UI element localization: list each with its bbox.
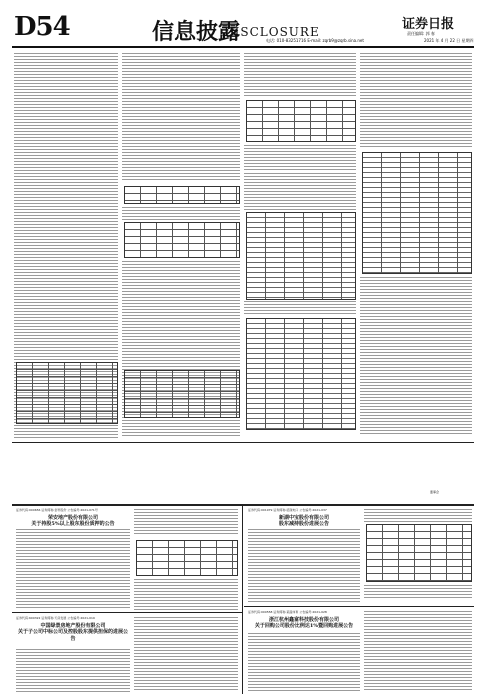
announcement-body bbox=[364, 508, 472, 522]
text-column-3d bbox=[244, 300, 356, 314]
contact-line: 电话: 010-83251716 E-mail: zqrb9@zqrb.sina.net bbox=[266, 38, 364, 43]
signature-line: 董事会 bbox=[430, 490, 440, 494]
announcement-company: 荣安地产股份有限公司 bbox=[47, 515, 98, 521]
section-title: 信息披露 bbox=[152, 19, 241, 45]
data-table bbox=[136, 540, 238, 576]
announcement-title: 关于持股5%以上股东股份质押的公告 bbox=[31, 521, 115, 527]
announcement-body bbox=[248, 528, 360, 604]
stock-code-line: 证券代码:001979 证券简称:招商蛇口 公告编号:2021-037 bbox=[248, 508, 327, 512]
announcement-title: 股东减持股份进展公告 bbox=[278, 521, 329, 527]
text-column-3b bbox=[244, 144, 356, 170]
text-column-3c bbox=[244, 172, 356, 210]
announcement-body bbox=[16, 648, 130, 692]
announcement-body bbox=[134, 578, 238, 610]
announcement-body bbox=[134, 508, 238, 536]
stock-code-line: 证券代码:600322 证券简称:天房发展 公告编号:2021-019 bbox=[16, 616, 95, 620]
announcement-title: 关于回购公司股份比例达1%暨回购进展公告 bbox=[254, 623, 354, 629]
announcement-title: 关于子公司中标公司及控股股东提供担保的进展公告 bbox=[17, 629, 128, 642]
data-table bbox=[124, 186, 240, 204]
text-column-3a bbox=[244, 52, 356, 96]
editor-line: 责任编辑: 郭 春 bbox=[407, 31, 435, 36]
date-line: 2021 年 4 月 22 日 星期四 bbox=[424, 38, 474, 43]
stock-code-line: 证券代码:000656 证券简称:金科股份 公告编号:2021-071号 bbox=[16, 508, 98, 512]
text-column-2b bbox=[122, 206, 240, 220]
data-table bbox=[124, 222, 240, 258]
page-header bbox=[12, 10, 474, 48]
announcement-company: 中国绿景房地产股份有限公司 bbox=[40, 623, 106, 629]
data-table bbox=[246, 212, 356, 300]
newspaper-logo: 证券日报 bbox=[402, 17, 455, 32]
announcement-company: 浙江杭州鑫富科技股份有限公司 bbox=[268, 617, 339, 623]
data-table bbox=[124, 370, 240, 418]
page-number: D54 bbox=[14, 12, 70, 42]
data-table bbox=[366, 524, 472, 582]
data-table bbox=[246, 318, 356, 430]
stock-code-line: 证券代码:000558 证券简称:莱茵体育 公告编号:2021-028 bbox=[248, 610, 327, 614]
announcement-body bbox=[134, 616, 238, 692]
column-divider bbox=[242, 506, 243, 694]
section-divider bbox=[12, 504, 474, 506]
announcement-company: 新湖中宝股份有限公司 bbox=[278, 515, 329, 521]
announcement-body bbox=[364, 584, 472, 598]
section-divider bbox=[12, 442, 474, 443]
announcement-body bbox=[248, 632, 360, 692]
data-table bbox=[362, 152, 472, 274]
section-divider bbox=[244, 606, 474, 607]
announcement-body bbox=[16, 528, 130, 608]
text-column-2a bbox=[122, 52, 240, 182]
text-column-4a bbox=[360, 52, 472, 148]
data-table bbox=[246, 100, 356, 142]
data-table bbox=[16, 362, 118, 424]
section-title-english: DISCLOSURE bbox=[224, 25, 320, 39]
section-divider bbox=[12, 612, 242, 613]
text-column-4b bbox=[360, 276, 472, 436]
announcement-body bbox=[364, 610, 472, 692]
